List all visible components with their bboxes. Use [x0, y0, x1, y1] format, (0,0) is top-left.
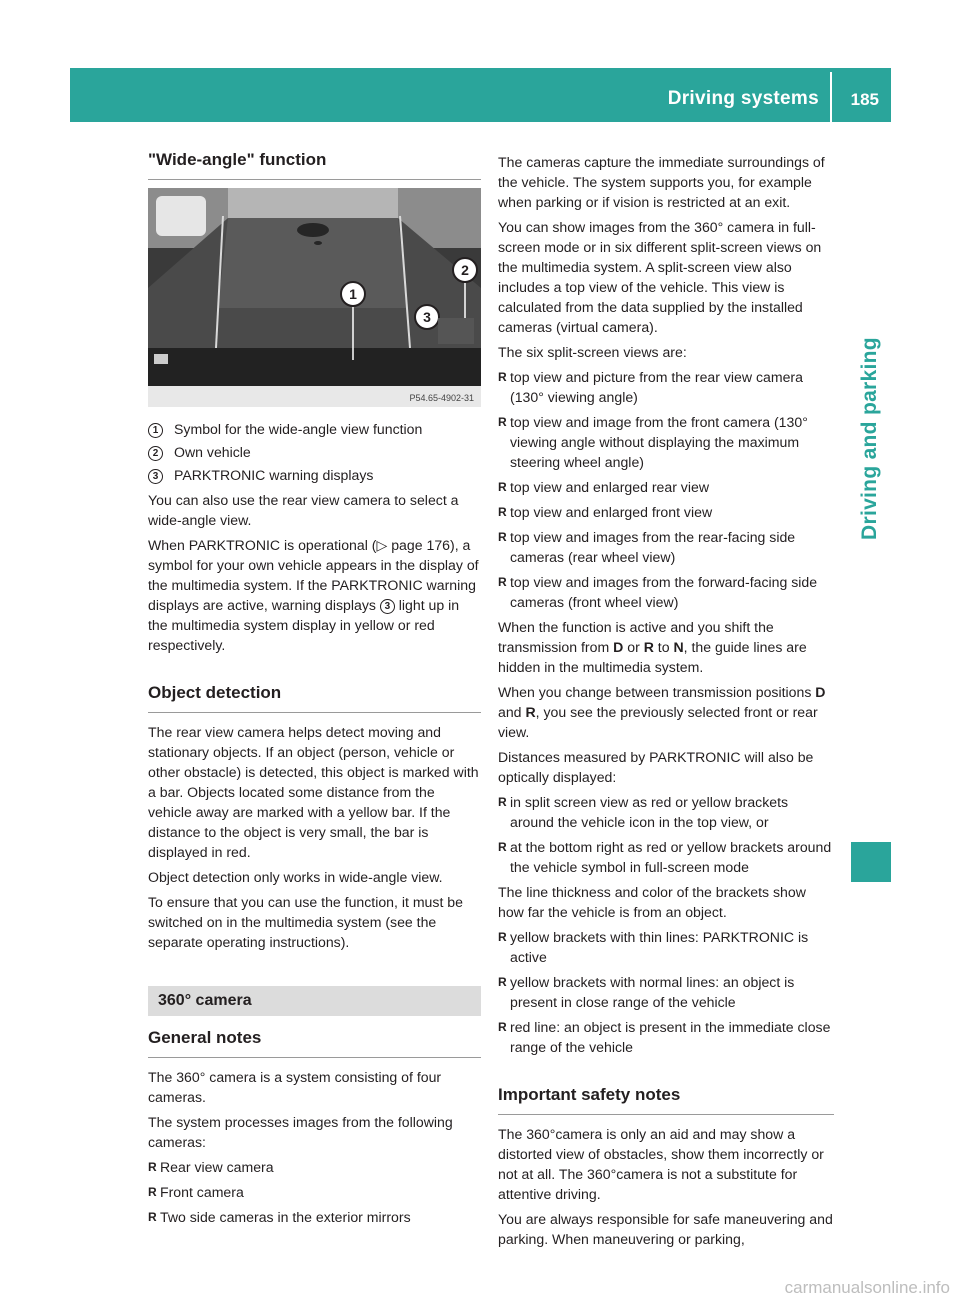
- figure-marker-2: 2: [461, 262, 469, 278]
- watermark: carmanualsonline.info: [784, 1278, 950, 1297]
- caption-1: [148, 419, 481, 439]
- caption-2: [148, 442, 481, 462]
- list-item: R yellow brackets with normal lines: an object is present in close range of the vehicle: [498, 974, 795, 1010]
- list-item: R top view and images from the forward-facing side cameras (front wheel view): [498, 574, 818, 610]
- page-number: 185: [850, 90, 879, 109]
- figure-marker-1: 1: [349, 286, 357, 302]
- paragraph: To ensure that you can use the function, it must be switched on in the multimedia system (see the separate operating instructions).: [148, 894, 463, 950]
- paragraph: Distances measured by PARKTRONIC will also be optically displayed:: [498, 749, 814, 785]
- paragraph: The system processes images from the following cameras:: [148, 1114, 453, 1150]
- side-marker: [851, 842, 891, 882]
- paragraph: You are always responsible for safe maneuvering and parking. When maneuvering or parking,: [498, 1211, 833, 1247]
- paragraph: You can also use the rear view camera to select a wide-angle view.: [148, 492, 459, 528]
- caption-text: Symbol for the wide-angle view function: [174, 421, 423, 437]
- list-item: R red line: an object is present in the immediate close range of the vehicle: [498, 1019, 831, 1055]
- list-item: R top view and image from the front camera (130° viewing angle without displaying the maximum steering wheel angle): [498, 414, 808, 470]
- heading-wide-angle: "Wide-angle" function: [148, 140, 481, 180]
- list-item: R top view and enlarged rear view: [498, 479, 709, 495]
- section-band-360: 360° camera: [148, 986, 481, 1016]
- caption-number: 3: [148, 469, 163, 484]
- paragraph: You can show images from the 360° camera in full-screen mode or in six different split-screen views on the multimedia system. A split-screen view also includes a top view of the vehicle. This view is calculated from the data supplied by the installed cameras (virtual camera).: [498, 219, 822, 335]
- heading-object-detection: Object detection: [148, 671, 481, 713]
- paragraph: The 360°camera is only an aid and may show a distorted view of obstacles, show them incorrectly or not at all. The 360°camera is not a substitute for attentive driving.: [498, 1126, 824, 1202]
- list-item: R top view and picture from the rear view camera (130° viewing angle): [498, 369, 803, 405]
- camera-figure: [148, 188, 481, 407]
- list-item: R Two side cameras in the exterior mirrors: [148, 1209, 411, 1225]
- right-column: [498, 152, 834, 1254]
- paragraph: The 360° camera is a system consisting of four cameras.: [148, 1069, 442, 1105]
- figure-code: P54.65-4902-31: [409, 393, 474, 403]
- header-bar: [70, 68, 891, 122]
- list-item: R Rear view camera: [148, 1159, 274, 1175]
- paragraph: When the function is active and you shift the transmission from D or R to N, the guide lines are hidden in the multimedia system.: [498, 619, 807, 675]
- caption-number: 2: [148, 446, 163, 461]
- paragraph: When you change between transmission positions D and R, you see the previously selected front or rear view.: [498, 684, 826, 740]
- inline-number: 3: [380, 599, 395, 614]
- camera-image: [148, 188, 481, 407]
- list-item: R top view and enlarged front view: [498, 504, 713, 520]
- page-reference[interactable]: ▷ page 176: [376, 537, 450, 553]
- paragraph: Object detection only works in wide-angle view.: [148, 869, 443, 885]
- list-item: R yellow brackets with thin lines: PARKTRONIC is active: [498, 929, 809, 965]
- heading-safety-notes: Important safety notes: [498, 1073, 834, 1115]
- paragraph: The line thickness and color of the brackets show how far the vehicle is from an object.: [498, 884, 806, 920]
- caption-text: PARKTRONIC warning displays: [174, 467, 374, 483]
- caption-text: Own vehicle: [174, 444, 251, 460]
- caption-number: 1: [148, 423, 163, 438]
- list-item: R Front camera: [148, 1184, 244, 1200]
- header-separator: [830, 72, 832, 122]
- list-item: R at the bottom right as red or yellow brackets around the vehicle symbol in full-screen mode: [498, 839, 832, 875]
- side-tab-label: Driving and parking: [858, 337, 881, 540]
- list-item: R top view and images from the rear-facing side cameras (rear wheel view): [498, 529, 796, 565]
- figure-marker-3: 3: [423, 309, 431, 325]
- paragraph: The six split-screen views are:: [498, 344, 687, 360]
- paragraph: The cameras capture the immediate surroundings of the vehicle. The system supports you, for example when parking or if vision is restricted at an exit.: [498, 154, 825, 210]
- paragraph: The rear view camera helps detect moving and stationary objects. If an object (person, vehicle or other obstacle) is detected, this object is marked with a bar. Objects located some distance from the vehicle away are marked with a yellow bar. If the distance to the object is very small, the bar is displayed in red.: [148, 724, 479, 860]
- caption-3: [148, 465, 481, 485]
- list-item: R in split screen view as red or yellow brackets around the vehicle icon in the top view, or: [498, 794, 789, 830]
- heading-general-notes: General notes: [148, 1016, 481, 1058]
- header-title: Driving systems: [667, 88, 819, 109]
- paragraph: When PARKTRONIC is operational (▷ page 176), a symbol for your own vehicle appears in the display of the multimedia system. If the PARKTRONIC warning displays are active, warning displays 3 light up in the multimedia system display in yellow or red respectively.: [148, 537, 479, 653]
- side-tab: [828, 300, 892, 560]
- left-column: [148, 140, 481, 1232]
